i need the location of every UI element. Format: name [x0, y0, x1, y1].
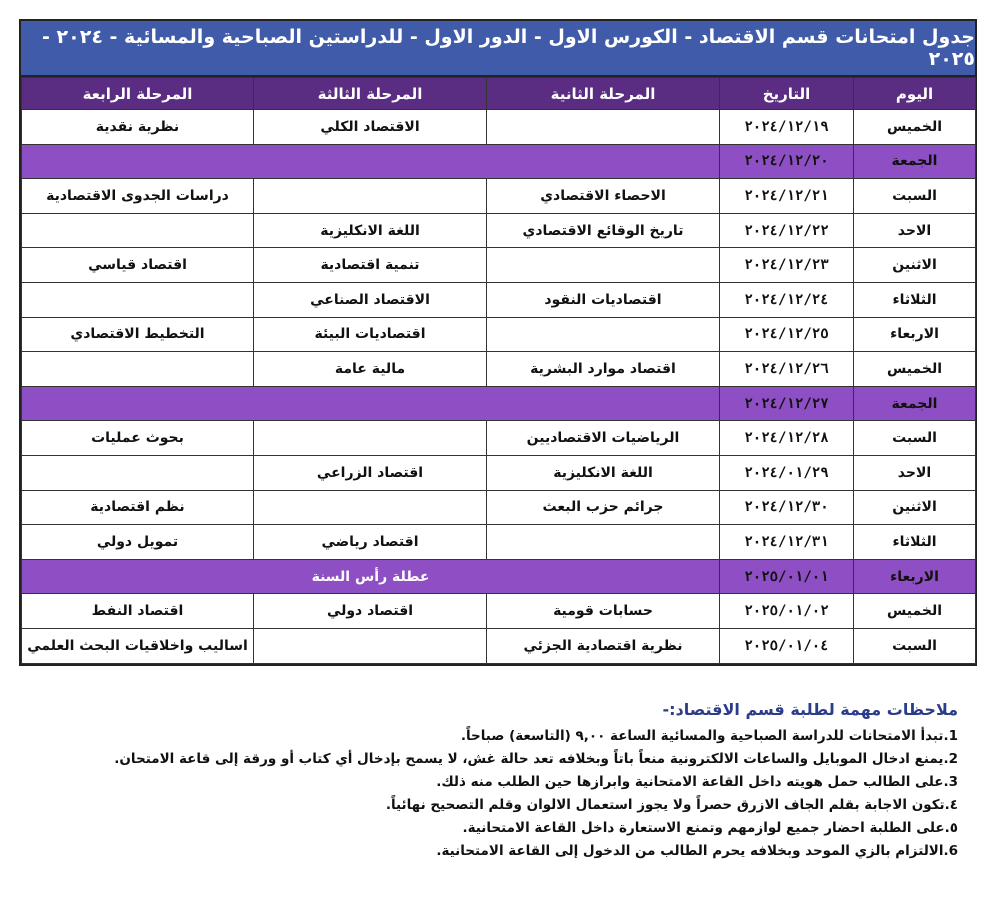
note-item: ٥.على الطلبة احضار جميع لوازمهم وتمنع الاستعارة داخل القاعة الامتحانية.: [462, 820, 958, 836]
header-day: اليوم: [854, 78, 976, 110]
stage2-cell: اللغة الانكليزية: [487, 455, 720, 490]
header-stage2: المرحلة الثانية: [487, 78, 720, 110]
day-cell: الخميس: [854, 110, 976, 145]
table-row: [22, 213, 976, 248]
table-row: [22, 352, 976, 387]
header-date: التاريخ: [720, 78, 854, 110]
day-cell: الثلاثاء: [854, 525, 976, 560]
stage4-cell: نظرية نقدية: [22, 110, 254, 145]
stage3-cell: الاقتصاد الكلي: [254, 110, 487, 145]
table-row: [22, 455, 976, 490]
table-row: [22, 628, 976, 663]
stage4-cell: [22, 352, 254, 387]
holiday-label: عطلة رأس السنة: [22, 559, 720, 594]
stage2-cell: [487, 525, 720, 560]
note-item: 2.يمنع ادخال الموبايل والساعات الالكترونية منعاً باتاً وبخلافه تعد حالة غش، لا يسمح بإدخال أي كتاب أو ورقة إلى قاعة الامتحان.: [114, 751, 958, 767]
day-cell: الاثنين: [854, 490, 976, 525]
stage2-cell: [487, 110, 720, 145]
day-cell: الاربعاء: [854, 559, 976, 594]
day-cell: السبت: [854, 179, 976, 214]
stage2-cell: تاريخ الوقائع الاقتصادي: [487, 213, 720, 248]
page-title: جدول امتحانات قسم الاقتصاد - الكورس الاول - الدور الاول - للدراستين الصباحية والمسائية - ٢٠٢٤ - ٢٠٢٥: [21, 21, 975, 77]
header-row: [22, 78, 976, 110]
stage2-cell: اقتصاد موارد البشرية: [487, 352, 720, 387]
table-row: [22, 490, 976, 525]
day-cell: الاحد: [854, 455, 976, 490]
date-cell: ٢٠٢٤/١٢/٢٢: [720, 213, 854, 248]
table-row: [22, 559, 976, 594]
friday-span-cell: [22, 144, 720, 179]
date-cell: ٢٠٢٥/٠١/٠٢: [720, 594, 854, 629]
stage4-cell: [22, 282, 254, 317]
schedule-body: [22, 110, 976, 664]
day-cell: السبت: [854, 421, 976, 456]
stage4-cell: اقتصاد قياسي: [22, 248, 254, 283]
stage4-cell: التخطيط الاقتصادي: [22, 317, 254, 352]
stage3-cell: اقتصاد الزراعي: [254, 455, 487, 490]
schedule-table: [21, 77, 976, 664]
stage3-cell: اقتصاد رياضي: [254, 525, 487, 560]
note-item: ٤.تكون الاجابة بقلم الجاف الازرق حصراً ولا يجوز استعمال الالوان وقلم التصحيح نهائياً.: [385, 797, 958, 813]
stage2-cell: [487, 248, 720, 283]
stage3-cell: [254, 179, 487, 214]
date-cell: ٢٠٢٤/١٢/٣١: [720, 525, 854, 560]
stage4-cell: اقتصاد النفط: [22, 594, 254, 629]
table-row: [22, 248, 976, 283]
stage2-cell: اقتصاديات النقود: [487, 282, 720, 317]
stage3-cell: [254, 490, 487, 525]
table-row: [22, 110, 976, 145]
stage2-cell: حسابات قومية: [487, 594, 720, 629]
header-stage4: المرحلة الرابعة: [22, 78, 254, 110]
stage2-cell: الاحصاء الاقتصادي: [487, 179, 720, 214]
day-cell: الخميس: [854, 352, 976, 387]
day-cell: الخميس: [854, 594, 976, 629]
header-stage3: المرحلة الثالثة: [254, 78, 487, 110]
stage4-cell: [22, 213, 254, 248]
table-row: [22, 179, 976, 214]
stage2-cell: جرائم حزب البعث: [487, 490, 720, 525]
day-cell: الاحد: [854, 213, 976, 248]
date-cell: ٢٠٢٤/٠١/٢٩: [720, 455, 854, 490]
stage4-cell: بحوث عمليات: [22, 421, 254, 456]
exam-schedule-sheet: [19, 19, 977, 666]
table-row: [22, 317, 976, 352]
day-cell: الثلاثاء: [854, 282, 976, 317]
stage4-cell: دراسات الجدوى الاقتصادية: [22, 179, 254, 214]
day-cell: السبت: [854, 628, 976, 663]
day-cell: الاربعاء: [854, 317, 976, 352]
stage2-cell: الرياضيات الاقتصاديين: [487, 421, 720, 456]
table-row: [22, 144, 976, 179]
note-item: 6.الالتزام بالزي الموحد وبخلافه يحرم الطالب من الدخول إلى القاعة الامتحانية.: [436, 843, 958, 859]
day-cell: الجمعة: [854, 386, 976, 421]
stage4-cell: تمويل دولي: [22, 525, 254, 560]
date-cell: ٢٠٢٤/١٢/٣٠: [720, 490, 854, 525]
day-cell: الاثنين: [854, 248, 976, 283]
notes-section: [28, 700, 958, 863]
date-cell: ٢٠٢٤/١٢/٢٠: [720, 144, 854, 179]
stage3-cell: الاقتصاد الصناعي: [254, 282, 487, 317]
table-row: [22, 421, 976, 456]
date-cell: ٢٠٢٤/١٢/٢٨: [720, 421, 854, 456]
date-cell: ٢٠٢٤/١٢/٢٥: [720, 317, 854, 352]
stage3-cell: اللغة الانكليزية: [254, 213, 487, 248]
date-cell: ٢٠٢٤/١٢/٢٣: [720, 248, 854, 283]
date-cell: ٢٠٢٤/١٢/١٩: [720, 110, 854, 145]
date-cell: ٢٠٢٥/٠١/٠١: [720, 559, 854, 594]
friday-span-cell: [22, 386, 720, 421]
stage3-cell: مالية عامة: [254, 352, 487, 387]
table-row: [22, 386, 976, 421]
stage4-cell: نظم اقتصادية: [22, 490, 254, 525]
stage2-cell: [487, 317, 720, 352]
table-row: [22, 282, 976, 317]
date-cell: ٢٠٢٤/١٢/٢٧: [720, 386, 854, 421]
date-cell: ٢٠٢٤/١٢/٢٦: [720, 352, 854, 387]
table-row: [22, 594, 976, 629]
stage3-cell: [254, 628, 487, 663]
stage2-cell: نظرية اقتصادية الجزئي: [487, 628, 720, 663]
note-item: 3.على الطالب حمل هويته داخل القاعة الامتحانية وابرازها حين الطلب منه ذلك.: [436, 774, 958, 790]
table-row: [22, 525, 976, 560]
note-item: 1.تبدأ الامتحانات للدراسة الصباحية والمسائية الساعة ٩,٠٠ (التاسعة) صباحاً.: [460, 728, 958, 744]
stage3-cell: اقتصاد دولي: [254, 594, 487, 629]
day-cell: الجمعة: [854, 144, 976, 179]
stage4-cell: اساليب واخلاقيات البحث العلمي: [22, 628, 254, 663]
date-cell: ٢٠٢٤/١٢/٢١: [720, 179, 854, 214]
stage3-cell: [254, 421, 487, 456]
date-cell: ٢٠٢٤/١٢/٢٤: [720, 282, 854, 317]
notes-title: ملاحظات مهمة لطلبة قسم الاقتصاد:-: [662, 700, 958, 719]
date-cell: ٢٠٢٥/٠١/٠٤: [720, 628, 854, 663]
stage3-cell: اقتصاديات البيئة: [254, 317, 487, 352]
stage3-cell: تنمية اقتصادية: [254, 248, 487, 283]
stage4-cell: [22, 455, 254, 490]
